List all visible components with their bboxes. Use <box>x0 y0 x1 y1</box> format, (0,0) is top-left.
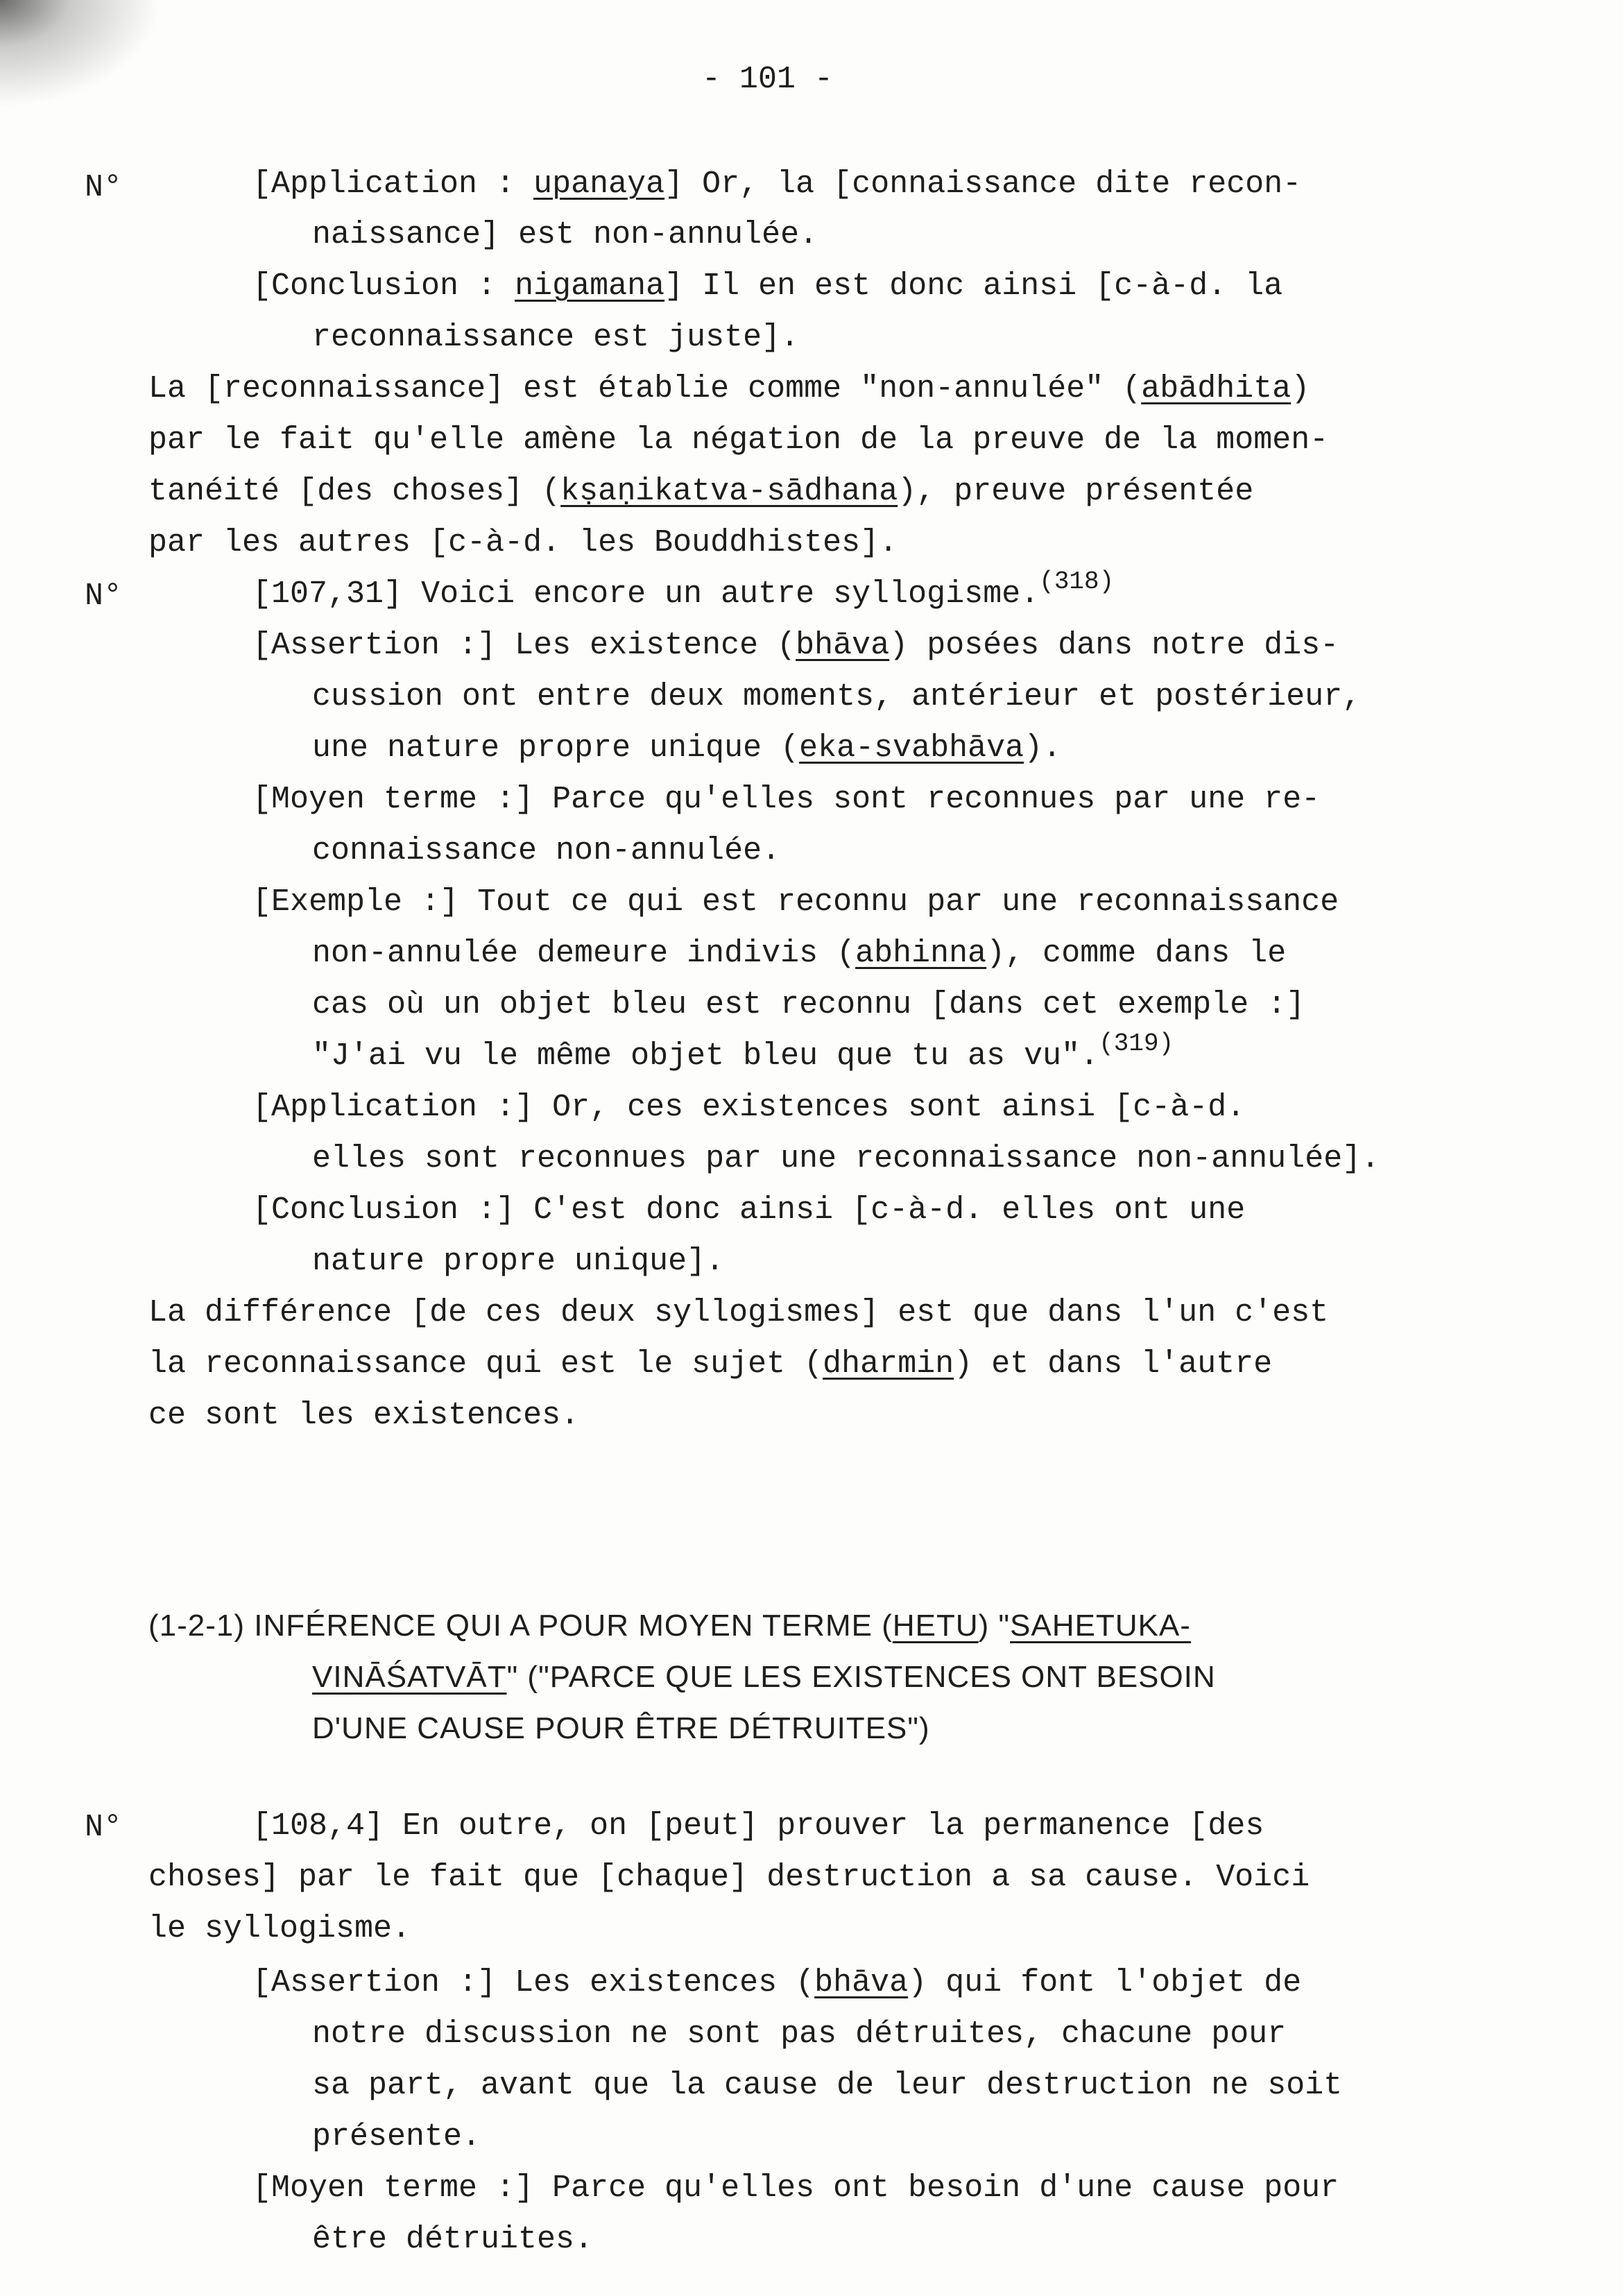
section-heading: VINĀŚATVĀT" ("PARCE QUE LES EXISTENCES ONT BESOIN <box>312 1660 1216 1694</box>
text-line: [107,31] Voici encore un autre syllogisme.$^{(318)}$ <box>252 567 1115 612</box>
term: abādhita <box>1141 371 1291 406</box>
text-line: "J'ai vu le même objet bleu que tu as vu".$^{(319)}$ <box>312 1029 1174 1074</box>
page-number: - 101 - <box>702 62 834 97</box>
term: kṣaṇikatva-sādhana <box>560 474 898 509</box>
text-line: [Application :] Or, ces existences sont ainsi [c-à-d. <box>252 1090 1246 1125</box>
term: dharmin <box>823 1346 954 1382</box>
text-line: la reconnaissance qui est le sujet (dharmin) et dans l'autre <box>148 1346 1273 1382</box>
text-line: nature propre unique]. <box>312 1244 725 1279</box>
text-line: une nature propre unique (eka-svabhāva). <box>312 730 1062 766</box>
term: HETU <box>892 1609 979 1643</box>
margin-mark: N° <box>85 170 123 205</box>
text-line: La différence [de ces deux syllogismes] est que dans l'un c'est <box>148 1295 1329 1330</box>
term: bhāva <box>814 1965 909 2001</box>
text-line: choses] par le fait que [chaque] destruction a sa cause. Voici <box>148 1860 1310 1895</box>
term: upanaya <box>533 166 665 202</box>
text-line: par le fait qu'elle amène la négation de la preuve de la momen- <box>148 422 1329 458</box>
text-line: [Conclusion : nigamana] Il en est donc ainsi [c-à-d. la <box>252 268 1283 304</box>
term: SAHETUKA- <box>1010 1609 1191 1643</box>
section-heading: (1-2-1) INFÉRENCE QUI A POUR MOYEN TERME (HETU) "SAHETUKA- <box>148 1609 1191 1643</box>
text-line: [Assertion :] Les existences (bhāva) qui font l'objet de <box>252 1965 1302 2001</box>
text-line: La [reconnaissance] est établie comme "non-annulée" (abādhita) <box>148 371 1310 406</box>
text-line: par les autres [c-à-d. les Bouddhistes]. <box>148 525 898 560</box>
scan-corner-shadow <box>0 0 166 111</box>
text-line: [Moyen terme :] Parce qu'elles ont besoin d'une cause pour <box>252 2170 1339 2206</box>
text-line: [Conclusion :] C'est donc ainsi [c-à-d. elles ont une <box>252 1192 1246 1228</box>
term: nigamana <box>515 268 665 304</box>
term: eka-svabhāva <box>799 730 1024 766</box>
term: abhinna <box>855 936 987 971</box>
text-line: ce sont les existences. <box>148 1398 580 1433</box>
footnote-ref: (319) <box>1099 1029 1174 1058</box>
text-line: sa part, avant que la cause de leur destruction ne soit <box>312 2068 1343 2103</box>
text-line: présente. <box>312 2119 481 2154</box>
text-line: [Assertion :] Les existence (bhāva) posées dans notre dis- <box>252 628 1339 663</box>
text-line: elles sont reconnues par une reconnaissance non-annulée]. <box>312 1141 1380 1176</box>
text-line: reconnaissance est juste]. <box>312 320 800 355</box>
margin-mark: N° <box>85 579 123 614</box>
text-line: naissance] est non-annulée. <box>312 217 818 252</box>
text-line: [Application : upanaya] Or, la [connaissance dite recon- <box>252 166 1302 202</box>
text-line: non-annulée demeure indivis (abhinna), comme dans le <box>312 936 1287 971</box>
margin-mark: N° <box>85 1810 123 1845</box>
term: VINĀŚATVĀT <box>312 1660 507 1694</box>
text-line: notre discussion ne sont pas détruites, chacune pour <box>312 2016 1287 2052</box>
text-line: cussion ont entre deux moments, antérieur et postérieur, <box>312 679 1362 714</box>
text-line: être détruites. <box>312 2222 594 2257</box>
text-line: le syllogisme. <box>148 1911 411 1946</box>
footnote-ref: (318) <box>1039 567 1115 596</box>
text-line: [Moyen terme :] Parce qu'elles sont reconnues par une re- <box>252 782 1321 817</box>
text-line: connaissance non-annulée. <box>312 833 781 868</box>
text-line: cas où un objet bleu est reconnu [dans cet exemple :] <box>312 987 1305 1022</box>
text-line: [108,4] En outre, on [peut] prouver la permanence [des <box>252 1808 1264 1844</box>
text-line: [Exemple :] Tout ce qui est reconnu par une reconnaissance <box>252 884 1339 920</box>
text-line: tanéité [des choses] (kṣaṇikatva-sādhana), preuve présentée <box>148 474 1254 509</box>
section-heading: D'UNE CAUSE POUR ÊTRE DÉTRUITES") <box>312 1711 930 1745</box>
term: bhāva <box>796 628 890 663</box>
